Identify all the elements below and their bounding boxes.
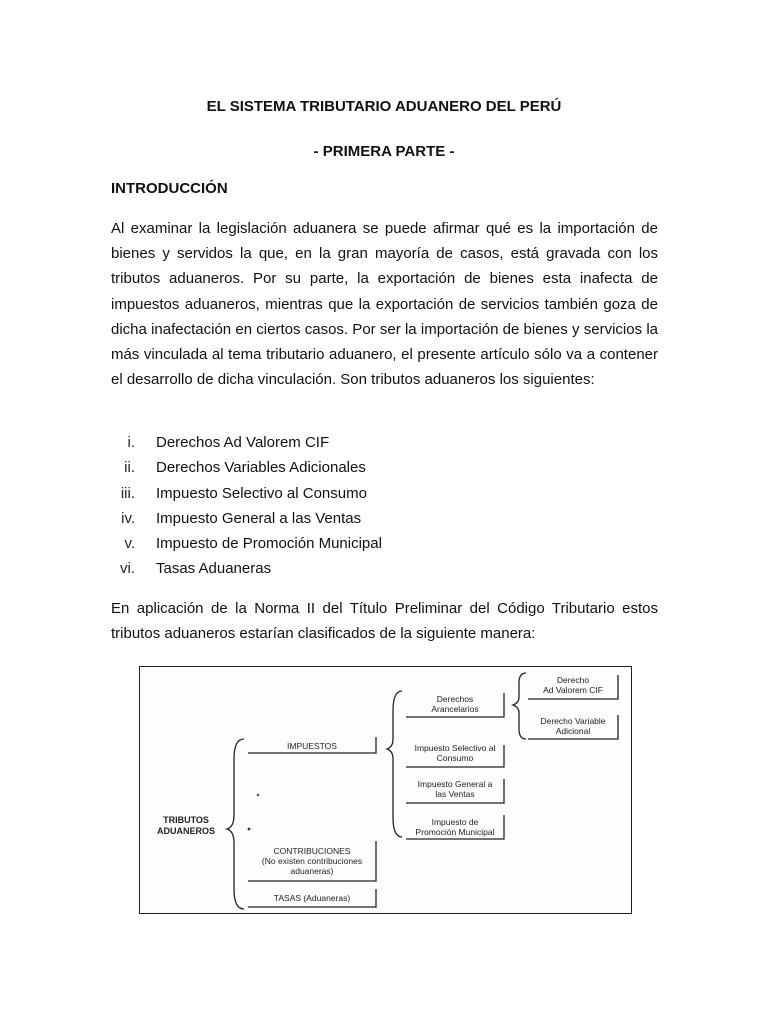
speck	[257, 794, 259, 796]
ad-valorem-label-line1: Derecho	[556, 675, 590, 685]
list-item-number: vi.	[120, 560, 135, 578]
list-item	[111, 506, 362, 531]
classification-paragraph: En aplicación de la Norma II del Título Preliminar del Código Tributario estos tributos aduaneros estarían clasificados de la siguiente manera:	[111, 600, 658, 643]
list-item-text: Derechos Variables Adicionales	[156, 459, 366, 477]
derechos-label-line1: Derechos	[436, 694, 474, 704]
list-item-text: Impuesto de Promoción Municipal	[156, 535, 382, 553]
igv-label-line2: las Ventas	[435, 789, 475, 799]
list-item-number: iii.	[120, 484, 135, 502]
list-item	[111, 556, 272, 581]
isc-label-line2: Consumo	[436, 753, 474, 763]
derechos-label-line2: Arancelarios	[431, 704, 479, 714]
tributes-classification-diagram	[139, 666, 632, 914]
derechos-brace	[513, 673, 526, 739]
ipm-label-line2: Promoción Municipal	[415, 827, 495, 837]
list-item-number: iv.	[121, 509, 135, 527]
isc-label-line1: Impuesto Selectivo al	[414, 743, 496, 753]
main-brace	[227, 739, 244, 909]
section-heading: INTRODUCCIÓN	[111, 180, 228, 197]
ad-valorem-label-line2: Ad Valorem CIF	[543, 685, 603, 695]
ipm-label-line1: Impuesto de	[431, 817, 479, 827]
list-item	[111, 531, 382, 556]
variable-label-line2: Adicional	[555, 726, 591, 736]
impuestos-label: IMPUESTOS	[287, 741, 337, 751]
tasas-label: TASAS (Aduaneras)	[273, 893, 351, 903]
root-label-line2: ADUANEROS	[156, 826, 216, 836]
list-item-text: Derechos Ad Valorem CIF	[156, 434, 330, 451]
document-title: EL SISTEMA TRIBUTARIO ADUANERO DEL PERÚ	[206, 98, 562, 115]
list-item-text: Impuesto General a las Ventas	[156, 509, 362, 527]
variable-label-line1: Derecho Variable	[540, 716, 606, 726]
root-label-line1: TRIBUTOS	[163, 815, 209, 825]
list-item-number: i.	[127, 434, 135, 451]
impuestos-brace	[387, 691, 402, 837]
list-item-text: Tasas Aduaneras	[156, 560, 272, 578]
diagram-canvas	[140, 667, 631, 913]
document-subtitle: - PRIMERA PARTE -	[313, 143, 455, 160]
list-item	[111, 430, 330, 455]
intro-paragraph: Al examinar la legislación aduanera se puede afirmar qué es la importación de bienes y servidos la que, en la gran mayoría de casos, está gravada con los tributos aduaneros. Por su parte, la exportación de bienes esta inafecta de impuestos aduaneros, mientras que la exportación de servicios también goza de dicha inafectación en ciertos casos. Por ser la importación de bienes y servicios la más vinculada al tema tributario aduanero, el presente artículo sólo va a contener el desarrollo de dicha vinculación. Son tributos aduaneros los siguientes:	[111, 220, 658, 389]
igv-label-line1: Impuesto General a	[417, 779, 493, 789]
list-item-text: Impuesto Selectivo al Consumo	[156, 484, 367, 502]
list-item	[111, 455, 366, 480]
list-item-number: ii.	[124, 459, 135, 477]
list-item-number: v.	[124, 535, 135, 553]
contribuciones-label-line2: (No existen contribuciones	[261, 856, 363, 866]
tributes-list	[111, 430, 382, 582]
bullet-dot	[248, 828, 251, 831]
contribuciones-label-line1: CONTRIBUCIONES	[273, 846, 351, 856]
contribuciones-label-line3: aduaneras)	[290, 866, 334, 876]
list-item	[111, 481, 367, 506]
